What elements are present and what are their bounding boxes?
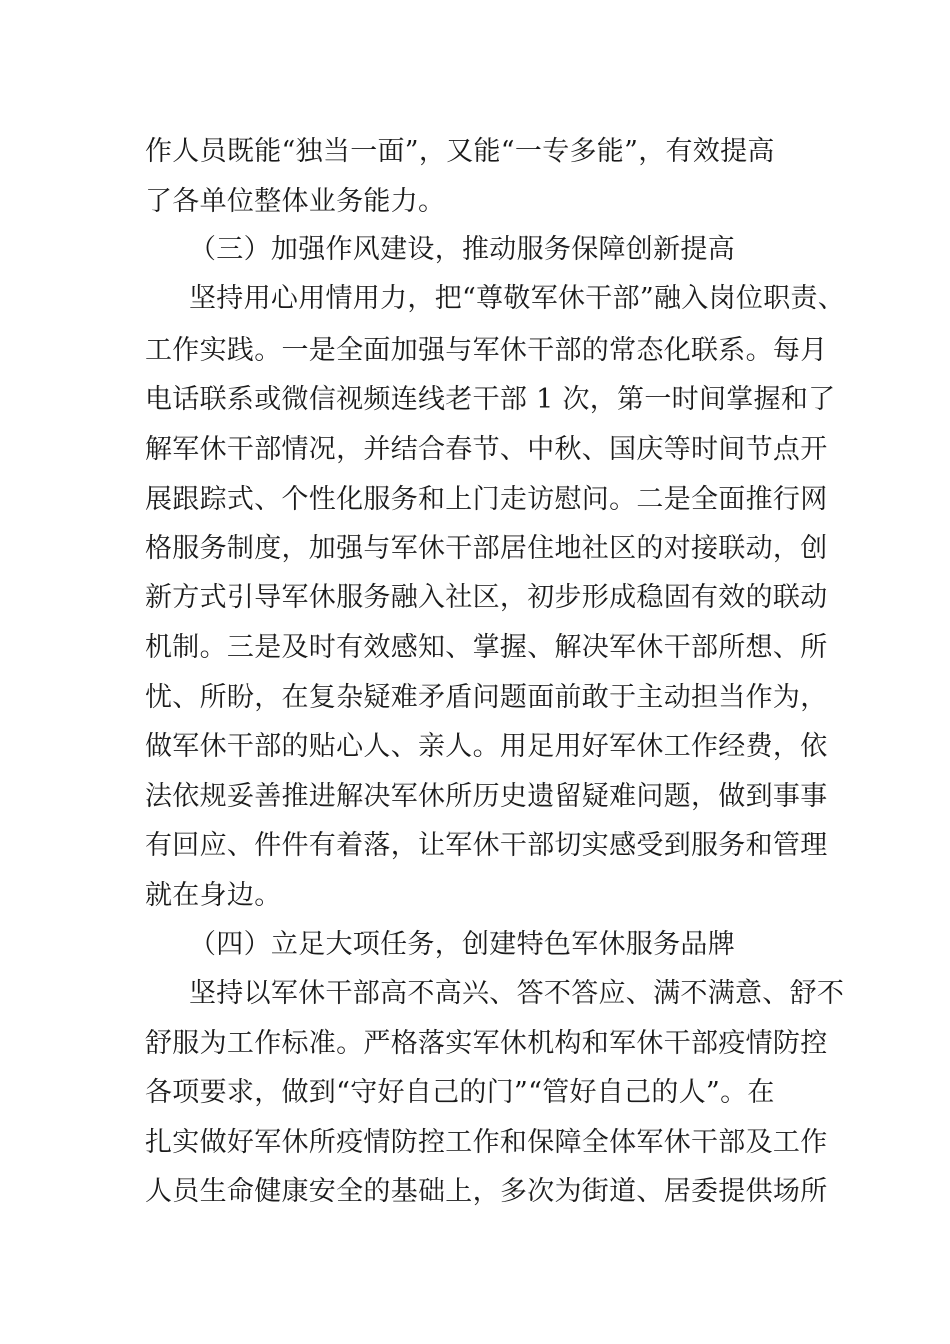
text-line: 解军休干部情况，并结合春节、中秋、国庆等时间节点开 — [145, 434, 828, 465]
text-line: 格服务制度，加强与军休干部居住地社区的对接联动，创 — [145, 533, 828, 564]
text-line: 就在身边。 — [145, 880, 282, 911]
text-line: 作人员既能“独当一面”，又能“一专多能”，有效提高 — [145, 136, 775, 167]
text-line: 展跟踪式、个性化服务和上门走访慰问。二是全面推行网 — [145, 484, 828, 515]
text-line: 扎实做好军休所疫情防控工作和保障全体军休干部及工作 — [145, 1127, 828, 1158]
section-heading-3: （三）加强作风建设，推动服务保障创新提高 — [189, 234, 735, 265]
paragraph-start: 坚持以军休干部高不高兴、答不答应、满不满意、舒不 — [189, 978, 845, 1009]
text-line: 舒服为工作标准。严格落实军休机构和军休干部疫情防控 — [145, 1028, 828, 1059]
text-line: 做军休干部的贴心人、亲人。用足用好军休工作经费，依 — [145, 731, 828, 762]
text-line: 有回应、件件有着落，让军休干部切实感受到服务和管理 — [145, 830, 828, 861]
text-line: 忧、所盼，在复杂疑难矛盾问题面前敢于主动担当作为， — [145, 682, 828, 713]
text-line: 法依规妥善推进解决军休所历史遗留疑难问题，做到事事 — [145, 781, 828, 812]
text-line: 人员生命健康安全的基础上，多次为街道、居委提供场所 — [145, 1176, 828, 1207]
text-line: 工作实践。一是全面加强与军休干部的常态化联系。每月 — [145, 335, 828, 366]
section-heading-4: （四）立足大项任务，创建特色军休服务品牌 — [189, 929, 735, 960]
text-line: 新方式引导军休服务融入社区，初步形成稳固有效的联动 — [145, 582, 828, 613]
text-line: 机制。三是及时有效感知、掌握、解决军休干部所想、所 — [145, 632, 828, 663]
text-line: 各项要求，做到“守好自己的门”“管好自己的人”。在 — [145, 1077, 775, 1108]
text-line: 电话联系或微信视频连线老干部 1 次，第一时间掌握和了 — [145, 384, 836, 415]
paragraph-start: 坚持用心用情用力，把“尊敬军休干部”融入岗位职责、 — [189, 283, 846, 314]
text-line: 了各单位整体业务能力。 — [145, 186, 446, 217]
